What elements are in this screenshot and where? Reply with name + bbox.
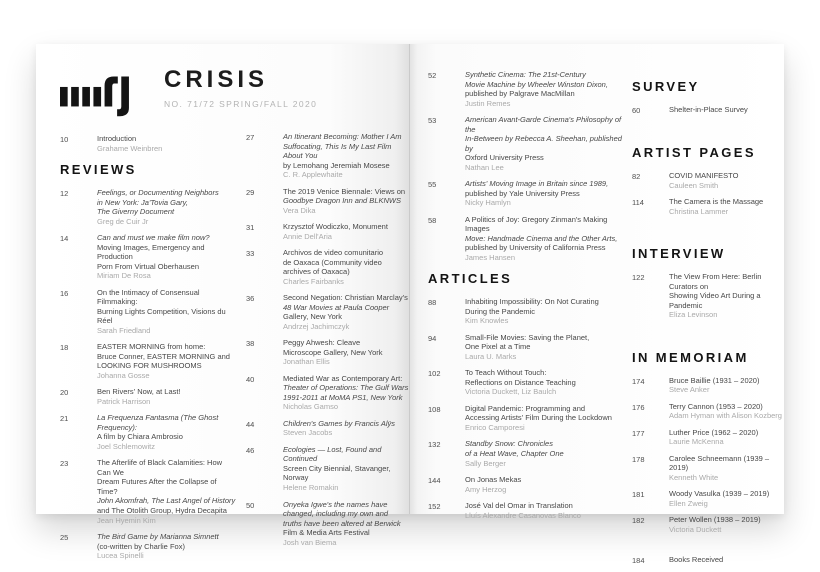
toc-entry-author: Justin Remes bbox=[465, 98, 511, 108]
toc-entry-body bbox=[669, 555, 723, 565]
toc-entry-title-line: truths have been altered at Berwick bbox=[283, 518, 401, 528]
toc-entry-author: Sarah Friedland bbox=[97, 325, 151, 335]
toc-entry-title-line: John Akomfrah, The Last Angel of History bbox=[97, 496, 236, 506]
toc-entry-title-line: Showing Video Art During a Pandemic bbox=[669, 291, 761, 310]
toc-entry-page-number: 16 bbox=[60, 288, 69, 298]
toc-entry-title-line: Accessing Artists' Film During the Lockdown bbox=[465, 413, 612, 423]
toc-entry bbox=[428, 70, 624, 108]
section-header-artist-pages: ARTIST PAGES bbox=[632, 145, 756, 160]
toc-entry-page-number: 14 bbox=[60, 234, 69, 244]
toc-entry-title-line: During the Pandemic bbox=[465, 306, 536, 316]
toc-entry bbox=[428, 501, 624, 520]
toc-entry-title-line: Peter Wollen (1938 – 2019) bbox=[669, 515, 761, 525]
toc-entry-title-line: In-Between by Rebecca A. Sheehan, published by bbox=[465, 134, 622, 153]
toc-entry-page-number: 182 bbox=[632, 516, 645, 526]
toc-entry bbox=[60, 342, 236, 380]
toc-entry-title-line: Theater of Operations: The Gulf Wars bbox=[283, 383, 409, 393]
toc-entry bbox=[246, 187, 410, 216]
toc-entry bbox=[60, 413, 236, 451]
toc-entry-author: Jonathan Ellis bbox=[283, 357, 330, 367]
toc-entry bbox=[60, 458, 236, 525]
toc-entry-page-number: 10 bbox=[60, 135, 69, 144]
toc-entry-body bbox=[283, 187, 405, 216]
toc-entry-body bbox=[283, 132, 410, 180]
toc-entry-body bbox=[97, 387, 181, 406]
toc-entry-author: Kim Knowles bbox=[465, 316, 509, 326]
toc-entry bbox=[60, 233, 236, 281]
toc-entry-author: Greg de Cuir Jr bbox=[97, 216, 149, 226]
toc-entry-body bbox=[669, 105, 748, 115]
section-header-articles: ARTICLES bbox=[428, 271, 513, 287]
toc-entry-page-number: 184 bbox=[632, 556, 645, 566]
toc-entry-body bbox=[669, 428, 758, 447]
toc-entry-page-number: 176 bbox=[632, 402, 645, 412]
toc-entry-author: Lluís Alexandre Casanovas Blanco bbox=[465, 510, 581, 520]
toc-entry-page-number: 94 bbox=[428, 333, 437, 343]
toc-entry bbox=[428, 368, 624, 397]
toc-entry-page-number: 55 bbox=[428, 180, 437, 190]
toc-entry-author: Adam Hyman with Alison Kozberg bbox=[669, 411, 782, 421]
toc-entry-title-line: EASTER MORNING from home: bbox=[97, 342, 206, 352]
toc-entry-title-line: On Jonas Mekas bbox=[465, 475, 522, 485]
toc-entry bbox=[632, 171, 782, 190]
toc-entry-page-number: 144 bbox=[428, 476, 441, 486]
toc-entry-page-number: 44 bbox=[246, 419, 255, 429]
toc-entry bbox=[632, 105, 782, 115]
toc-entry-body bbox=[283, 445, 410, 493]
masthead-text bbox=[164, 66, 384, 109]
toc-entry bbox=[60, 288, 236, 336]
toc-entry bbox=[632, 555, 782, 565]
toc-entry-author: Annie Dell'Aria bbox=[283, 231, 332, 241]
toc-entry-title-line: Suffocating, This Is My Last Film About You bbox=[283, 141, 392, 161]
toc-entry-title-line: Movie Machine by Wheeler Winston Dixon, bbox=[465, 79, 608, 89]
toc-entry-page-number: 102 bbox=[428, 369, 441, 379]
toc-entry-title-line: Can and must we make film now? bbox=[97, 233, 210, 243]
toc-entry-body bbox=[465, 179, 608, 208]
toc-entry-title-line: The View From Here: Berlin Curators on bbox=[669, 272, 762, 291]
toc-entry bbox=[632, 376, 782, 395]
toc-column-left-1 bbox=[60, 134, 236, 568]
toc-entry-page-number: 88 bbox=[428, 298, 437, 308]
toc-entry-title-line: A Politics of Joy: Gregory Zinman's Making Images bbox=[465, 214, 608, 234]
toc-entry-title-line: Terry Cannon (1953 – 2020) bbox=[669, 401, 763, 411]
toc-entry-author: Grahame Weinbren bbox=[97, 143, 163, 153]
toc-entry-title-line: 1991-2011 at MoMA PS1, New York bbox=[283, 392, 403, 402]
toc-entry-body bbox=[669, 454, 782, 483]
toc-entry bbox=[632, 197, 782, 216]
toc-entry-page-number: 21 bbox=[60, 414, 69, 424]
toc-entry-author: Andrzej Jachimczyk bbox=[283, 321, 350, 331]
toc-entry-body bbox=[97, 134, 162, 153]
toc-entry-body bbox=[97, 413, 236, 451]
toc-entry-page-number: 36 bbox=[246, 294, 255, 304]
toc-entry bbox=[428, 215, 624, 263]
toc-entry-author: Johanna Gosse bbox=[97, 370, 150, 380]
toc-entry-title-line: LOOKING FOR MUSHROOMS bbox=[97, 361, 202, 371]
toc-entry-title-line: Standby Snow: Chronicles bbox=[465, 439, 553, 449]
toc-entry-body bbox=[465, 215, 624, 263]
toc-entry-author: Kenneth White bbox=[669, 472, 719, 482]
toc-entry-title-line: Microscope Gallery, New York bbox=[283, 347, 383, 357]
toc-entry-page-number: 174 bbox=[632, 376, 645, 386]
toc-entry-body bbox=[465, 501, 581, 520]
toc-entry-body bbox=[465, 70, 608, 108]
toc-entry-body bbox=[97, 458, 236, 525]
toc-entry-title-line: published by Palgrave MacMillan bbox=[465, 89, 575, 99]
toc-entry-page-number: 31 bbox=[246, 223, 255, 233]
toc-entry-title-line: published by Yale University Press bbox=[465, 188, 580, 198]
toc-entry-title-line: Woody Vasulka (1939 – 2019) bbox=[669, 489, 770, 499]
toc-entry-body bbox=[283, 222, 388, 241]
column-spacer bbox=[632, 223, 782, 237]
toc-entry bbox=[246, 132, 410, 180]
toc-entry bbox=[428, 333, 624, 362]
toc-entry-page-number: 58 bbox=[428, 215, 437, 225]
toc-entry bbox=[60, 532, 236, 561]
toc-entry bbox=[246, 222, 410, 241]
toc-entry bbox=[60, 134, 236, 153]
toc-entry-author: Vera Dika bbox=[283, 205, 316, 215]
toc-entry-body bbox=[97, 188, 219, 226]
toc-entry-title-line: Books Received bbox=[669, 555, 724, 565]
toc-entry-title-line: Goodbye Dragon Inn and BLKNWS bbox=[283, 196, 401, 206]
toc-entry-body bbox=[283, 248, 383, 286]
toc-entry-author: Nathan Lee bbox=[465, 162, 504, 172]
toc-entry-title-line: Ben Rivers' Now, at Last! bbox=[97, 387, 181, 397]
toc-entry-author: Victoria Duckett bbox=[669, 524, 722, 534]
toc-entry-title-line: The Bird Game by Marianna Simnett bbox=[97, 532, 219, 542]
toc-entry-title-line: Dream Futures After the Collapse of Time? bbox=[97, 477, 217, 496]
toc-entry-body bbox=[669, 402, 782, 421]
toc-entry-page-number: 177 bbox=[632, 428, 645, 438]
toc-entry-title-line: of a Heat Wave, Chapter One bbox=[465, 448, 564, 458]
toc-entry bbox=[246, 445, 410, 493]
toc-entry-title-line: Gallery, New York bbox=[283, 312, 343, 322]
toc-entry bbox=[246, 338, 410, 367]
toc-entry bbox=[428, 475, 624, 494]
toc-entry-title-line: 48 War Movies at Paula Cooper bbox=[283, 302, 390, 312]
toc-entry-title-line: Introduction bbox=[97, 134, 137, 143]
toc-entry-body bbox=[669, 376, 759, 395]
toc-entry-author: Miriam De Rosa bbox=[97, 271, 151, 281]
toc-entry bbox=[632, 454, 782, 483]
toc-entry-page-number: 23 bbox=[60, 459, 69, 469]
toc-entry-title-line: Bruce Conner, EASTER MORNING and bbox=[97, 351, 230, 361]
toc-entry-title-line: COVID MANIFESTO bbox=[669, 171, 739, 180]
toc-entry-title-line: Moving Images, Emergency and Production bbox=[97, 242, 205, 262]
toc-entry-author: C. R. Applewhaite bbox=[283, 170, 343, 180]
toc-entry-page-number: 52 bbox=[428, 71, 437, 80]
toc-entry-title-line: Synthetic Cinema: The 21st-Century bbox=[465, 70, 586, 79]
toc-entry bbox=[428, 404, 624, 433]
toc-column-right-2 bbox=[632, 70, 782, 572]
toc-entry-page-number: 12 bbox=[60, 189, 69, 199]
toc-entry-title-line: Shelter-in-Place Survey bbox=[669, 105, 748, 114]
toc-entry-author: Joel Schlemowitz bbox=[97, 441, 155, 451]
toc-entry-title-line: published by University of California Press bbox=[465, 243, 606, 253]
page-left bbox=[36, 44, 410, 561]
toc-entry-title-line: Reflections on Distance Teaching bbox=[465, 377, 576, 387]
toc-entry-body bbox=[465, 115, 624, 172]
toc-entry-title-line: Burning Lights Competition, Visions du Réel bbox=[97, 306, 226, 326]
toc-entry bbox=[246, 419, 410, 438]
toc-entry-title-line: The Afterlife of Black Calamities: How Can We bbox=[97, 458, 223, 477]
toc-entry-page-number: 178 bbox=[632, 454, 645, 464]
toc-entry-title-line: in New York: Ja'Tovia Gary, bbox=[97, 197, 188, 207]
toc-entry-page-number: 18 bbox=[60, 343, 69, 353]
toc-entry-page-number: 132 bbox=[428, 440, 441, 450]
toc-entry-title-line: The Camera is the Massage bbox=[669, 197, 764, 207]
toc-entry-page-number: 108 bbox=[428, 404, 441, 414]
toc-entry-title-line: de Oaxaca (Community video bbox=[283, 257, 382, 267]
toc-entry-author: Lucea Spinelli bbox=[97, 551, 144, 561]
toc-entry bbox=[246, 248, 410, 286]
toc-entry-page-number: 25 bbox=[60, 533, 69, 543]
toc-entry-page-number: 33 bbox=[246, 249, 255, 259]
toc-entry bbox=[246, 500, 410, 548]
issue-number-line: NO. 71/72 SPRING/FALL 2020 bbox=[164, 99, 318, 109]
toc-entry bbox=[632, 428, 782, 447]
toc-entry-author: Helene Romakin bbox=[283, 482, 339, 492]
toc-entry-title-line: Peggy Ahwesh: Cleave bbox=[283, 338, 361, 348]
toc-entry-body bbox=[283, 419, 395, 438]
toc-entry-title-line: Second Negation: Christian Marclay's bbox=[283, 293, 408, 303]
toc-entry bbox=[246, 374, 410, 412]
column-spacer bbox=[632, 122, 782, 136]
toc-entry bbox=[428, 297, 624, 326]
toc-entry-author: Josh van Biema bbox=[283, 537, 337, 547]
toc-entry-page-number: 152 bbox=[428, 502, 441, 512]
toc-entry-title-line: Digital Pandemic: Programming and bbox=[465, 403, 586, 413]
toc-entry bbox=[60, 387, 236, 406]
toc-entry-title-line: Move: Handmade Cinema and the Other Arts, bbox=[465, 233, 618, 243]
toc-entry-title-line: Film & Media Arts Festival bbox=[283, 528, 370, 538]
toc-column-right-1 bbox=[428, 70, 624, 527]
toc-entry-body bbox=[97, 233, 236, 281]
toc-entry-title-line: An Itinerant Becoming: Mother I Am bbox=[283, 132, 402, 141]
toc-entry-page-number: 53 bbox=[428, 116, 437, 126]
toc-entry-body bbox=[669, 515, 761, 534]
toc-entry-page-number: 40 bbox=[246, 374, 255, 384]
toc-entry-body bbox=[669, 272, 782, 320]
mfj-logo bbox=[60, 72, 138, 120]
toc-entry-page-number: 82 bbox=[632, 172, 641, 181]
toc-entry-title-line: Children's Games by Francis Alÿs bbox=[283, 418, 396, 428]
toc-entry-title-line: Screen City Biennial, Stavanger, Norway bbox=[283, 463, 391, 483]
toc-entry-title-line: by Lemohang Jeremiah Mosese bbox=[283, 160, 390, 170]
toc-entry bbox=[428, 439, 624, 468]
toc-entry-author: Laura U. Marks bbox=[465, 351, 517, 361]
toc-entry-title-line: The Giverny Document bbox=[97, 207, 175, 217]
toc-entry-page-number: 38 bbox=[246, 339, 255, 349]
toc-entry-title-line: Artists' Moving Image in Britain since 1989, bbox=[465, 179, 609, 189]
toc-entry-title-line: and The Otolith Group, Hydra Decapita bbox=[97, 505, 227, 515]
toc-entry-page-number: 122 bbox=[632, 273, 645, 283]
toc-entry-title-line: Porn From Virtual Oberhausen bbox=[97, 261, 199, 271]
toc-entry-author: Victoria Duckett, Liz Baulch bbox=[465, 387, 557, 397]
section-header-interview: INTERVIEW bbox=[632, 246, 726, 262]
toc-entry-title-line: Onyeka Igwe's the names have bbox=[283, 499, 388, 509]
issue-title: CRISIS bbox=[164, 66, 269, 93]
toc-entry bbox=[632, 272, 782, 320]
toc-entry-title-line: Ecologies — Lost, Found and Continued bbox=[283, 444, 382, 464]
toc-entry-body bbox=[669, 489, 769, 508]
toc-entry-author: Charles Fairbanks bbox=[283, 276, 344, 286]
toc-entry-author: Patrick Harrison bbox=[97, 396, 151, 406]
toc-entry-title-line: Krzysztof Wodiczko, Monument bbox=[283, 222, 388, 232]
toc-entry-author: Amy Herzog bbox=[465, 484, 507, 494]
toc-entry-page-number: 27 bbox=[246, 133, 255, 142]
toc-entry-title-line: On the Intimacy of Consensual Filmmaking: bbox=[97, 287, 200, 307]
toc-entry-body bbox=[465, 404, 612, 433]
toc-entry-body bbox=[465, 297, 599, 326]
toc-entry-title-line: Inhabiting Impossibility: On Not Curating bbox=[465, 297, 599, 307]
toc-entry-title-line: Bruce Baillie (1931 – 2020) bbox=[669, 375, 760, 385]
toc-entry bbox=[246, 293, 410, 331]
toc-entry-page-number: 114 bbox=[632, 198, 644, 208]
toc-entry-author: Jean Hyemin Kim bbox=[97, 515, 156, 525]
toc-entry bbox=[632, 402, 782, 421]
toc-entry-body bbox=[283, 293, 408, 331]
toc-entry-page-number: 60 bbox=[632, 106, 641, 115]
toc-entry-title-line: Feelings, or Documenting Neighbors bbox=[97, 188, 219, 198]
toc-entry-body bbox=[465, 333, 589, 362]
toc-entry-title-line: (co-written by Charlie Fox) bbox=[97, 541, 185, 551]
toc-entry-body bbox=[97, 532, 219, 561]
toc-entry-title-line: Archivos de video comunitario bbox=[283, 248, 384, 258]
toc-entry-author: Enrico Camporesi bbox=[465, 422, 525, 432]
toc-entry-title-line: Mediated War as Contemporary Art: bbox=[283, 373, 403, 383]
toc-entry-body bbox=[669, 171, 738, 190]
toc-entry-author: Steve Anker bbox=[669, 385, 710, 395]
toc-entry-page-number: 46 bbox=[246, 445, 255, 455]
toc-entry-author: Laurie McKenna bbox=[669, 437, 724, 447]
toc-entry-author: Nicky Hamlyn bbox=[465, 198, 511, 208]
toc-entry-body bbox=[283, 338, 382, 367]
toc-entry-body bbox=[465, 439, 564, 468]
magazine-spread bbox=[36, 44, 784, 566]
toc-entry bbox=[428, 115, 624, 172]
toc-column-left-2 bbox=[246, 132, 410, 554]
toc-entry-title-line: American Avant-Garde Cinema's Philosophy of the bbox=[465, 115, 622, 134]
toc-entry-title-line: changed, including my own and bbox=[283, 509, 389, 519]
toc-entry-body bbox=[669, 197, 763, 216]
toc-entry bbox=[60, 188, 236, 226]
toc-entry-author: Christina Lammer bbox=[669, 206, 729, 216]
toc-entry-body bbox=[97, 342, 230, 380]
section-header-survey: SURVEY bbox=[632, 79, 700, 94]
toc-entry-author: Ellen Zweig bbox=[669, 498, 708, 508]
toc-entry-title-line: The 2019 Venice Biennale: Views on bbox=[283, 186, 406, 196]
section-header-reviews: REVIEWS bbox=[60, 162, 137, 178]
toc-entry-title-line: José Val del Omar in Translation bbox=[465, 501, 573, 511]
toc-entry-author: James Hansen bbox=[465, 252, 516, 262]
toc-entry-title-line: Luther Price (1962 – 2020) bbox=[669, 427, 759, 437]
toc-entry-author: Eliza Levinson bbox=[669, 310, 718, 320]
toc-entry-title-line: Small-File Movies: Saving the Planet, bbox=[465, 332, 590, 342]
toc-entry-page-number: 181 bbox=[632, 490, 645, 500]
page-right bbox=[410, 44, 784, 566]
toc-entry bbox=[632, 489, 782, 508]
toc-entry-body bbox=[465, 368, 576, 397]
toc-entry-page-number: 20 bbox=[60, 388, 69, 398]
toc-entry-author: Sally Berger bbox=[465, 458, 506, 468]
toc-entry-body bbox=[283, 374, 408, 412]
column-spacer bbox=[632, 327, 782, 341]
column-spacer bbox=[632, 541, 782, 555]
toc-entry-title-line: To Teach Without Touch: bbox=[465, 368, 547, 378]
toc-entry-body bbox=[465, 475, 521, 494]
toc-entry bbox=[632, 515, 782, 534]
toc-entry-body bbox=[97, 288, 236, 336]
toc-entry-author: Steven Jacobs bbox=[283, 428, 333, 438]
toc-entry-title-line: A film by Chiara Ambrosio bbox=[97, 432, 183, 442]
toc-entry-page-number: 50 bbox=[246, 500, 255, 510]
toc-entry-author: Nicholas Gamso bbox=[283, 402, 339, 412]
toc-entry-body bbox=[283, 500, 401, 548]
toc-entry bbox=[428, 179, 624, 208]
toc-entry-title-line: Carolee Schneemann (1939 – 2019) bbox=[669, 453, 770, 473]
section-header-in-memoriam: IN MEMORIAM bbox=[632, 349, 749, 365]
toc-entry-author: Cauleen Smith bbox=[669, 180, 719, 190]
toc-entry-title-line: La Frequenza Fantasma (The Ghost Frequency): bbox=[97, 413, 219, 432]
toc-entry-page-number: 29 bbox=[246, 187, 255, 197]
toc-entry-title-line: Oxford University Press bbox=[465, 153, 544, 163]
toc-entry-title-line: archives of Oaxaca) bbox=[283, 267, 350, 277]
toc-entry-title-line: One Pixel at a Time bbox=[465, 342, 531, 352]
